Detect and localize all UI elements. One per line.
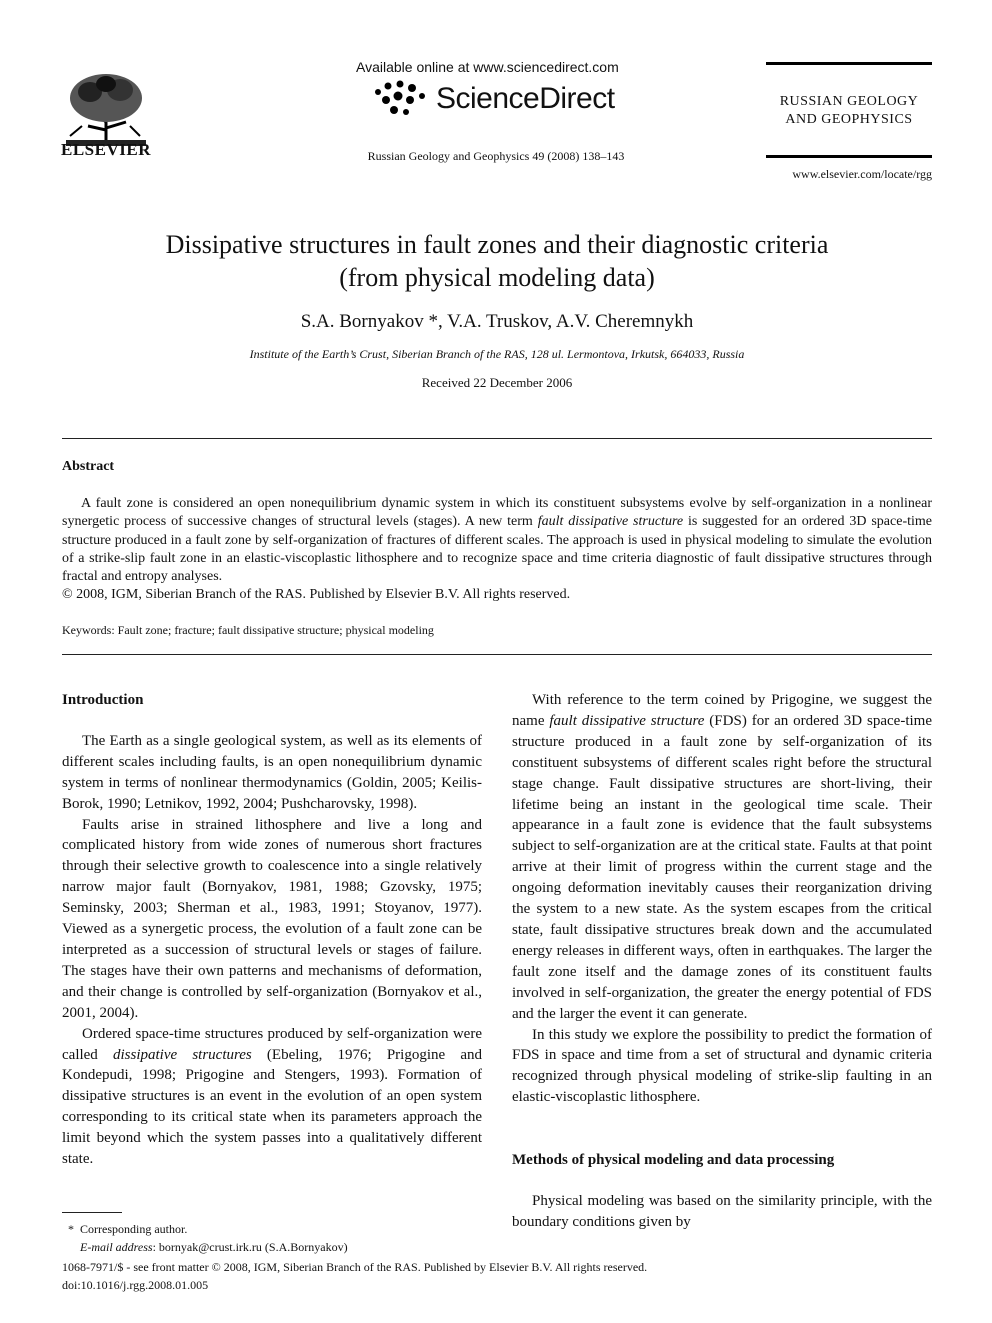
intro-p3-term: dissipative structures: [112, 1046, 252, 1063]
title-line2: (from physical modeling data): [339, 263, 655, 292]
abstract-copyright: © 2008, IGM, Siberian Branch of the RAS. Published by Elsevier B.V. All rights reserved.: [62, 587, 571, 602]
intro-p3-b: (Ebeling, 1976; Prigogine and Kondepudi, 1998; Prigogine and Stengers, 1993). Formation of dissipative structures is an event in the evolution of an open system corresponding to its critical state when its parameters approach the limit beyond which the system passes into a qualitatively different state.: [62, 1046, 482, 1168]
article-title: [62, 228, 932, 294]
abstract-part2: is suggested for an ordered 3D space-time structure produced in a fault zone by self-organization of fractures of different scales. The approach is used in physical modeling to simulate the evolution of a strike-slip fault zone in an elastic-viscoplastic lithosphere and to recognize space and time criteria diagnostic of fault dissipative structures through fractal and entropy analyses.: [62, 514, 932, 585]
abstract-term: fault dissipative structure: [537, 514, 684, 530]
journal-rule-bottom: [766, 155, 932, 158]
divider-top: [62, 438, 932, 439]
abstract-heading: Abstract: [62, 459, 115, 474]
divider-bottom: [62, 654, 932, 655]
journal-citation: Russian Geology and Geophysics 49 (2008) 138–143: [367, 149, 625, 163]
corresponding-author: Corresponding author.: [80, 1222, 188, 1236]
methods-paragraph-1: Physical modeling was based on the similarity principle, with the boundary conditions given by: [512, 1193, 932, 1230]
intro-p3-a: Ordered space-time structures produced by self-organization were called: [62, 1025, 482, 1063]
journal-name: [766, 93, 932, 129]
methods-heading: Methods of physical modeling and data processing: [512, 1152, 835, 1169]
available-online-text: Available online at www.sciencedirect.com: [356, 59, 619, 75]
footnote-rule: [62, 1212, 122, 1213]
authors: S.A. Bornyakov *, V.A. Truskov, A.V. Cheremnykh: [300, 311, 694, 332]
right-column: [512, 690, 932, 1233]
footnote: [62, 1221, 348, 1256]
abstract-part1: A fault zone is considered an open nonequilibrium dynamic system in which its constituent subsystems evolve by self-organization in a nonlinear synergetic process of successive changes of structural levels (stages). A new term: [62, 496, 932, 530]
publisher-name: ELSEVIER: [61, 140, 151, 159]
journal-name-line2: AND GEOPHYSICS: [785, 112, 913, 127]
right-p1-b: (FDS) for an ordered 3D space-time structure produced in a fault zone by self-organization of its constituent subsystems of different scales right before the structural stage change. Fault dissipative structures are short-living, their lifetime being an instant in the geological time scale. Their appearance in a fault zone is evidence that the fault subsystems subject to self-organization are at the critical state. Faults at that point arrive at their limit of progress within the current stage and the ongoing deformation inevitably causes their reorganization driving the system to a new state. As the system escapes from the critical state, fault dissipative structures break down and the accumulated energy releases in different ways, often in earthquakes. The larger the fault zone itself and the damage zones of its constituent faults involved in self-organization, the greater the energy potential of FDS and the larger the event it can generate.: [512, 712, 932, 1022]
front-matter-line: 1068-7971/$ - see front matter © 2008, IGM, Siberian Branch of the RAS. Published by Elsevier B.V. All rights reserved.: [62, 1260, 648, 1274]
front-matter: [62, 1258, 647, 1294]
journal-name-line1: RUSSIAN GEOLOGY: [779, 94, 919, 109]
sciencedirect-wordmark: ScienceDirect: [436, 82, 615, 115]
right-p1-a: With reference to the term coined by Prigogine, we suggest the name: [512, 692, 932, 729]
doi[interactable]: doi:10.1016/j.rgg.2008.01.005: [62, 1278, 209, 1292]
title-line1: Dissipative structures in fault zones and their diagnostic criteria: [165, 230, 829, 259]
email-value[interactable]: : bornyak@crust.irk.ru (S.A.Bornyakov): [152, 1239, 348, 1254]
journal-rule-top: [766, 62, 932, 65]
intro-paragraph-2: Faults arise in strained lithosphere and live a long and complicated history from wide zones of numerous short fractures through their selective growth to coalescence into a single relatively narrow major fault (Bornyakov, 1981, 1988; Gzovsky, 1975; Seminsky, 2003; Sherman et al., 1983, 1991; Stoyanov, 1977). Viewed as a synergetic process, the evolution of a fault zone can be interpreted as a succession of structural levels or stages of failure. The stages have their own patterns and mechanisms of deformation, and their change is controlled by self-organization (Bornyakov et al., 2001, 2004).: [62, 816, 482, 1021]
sciencedirect-dots-icon: [372, 78, 432, 120]
intro-paragraph-1: The Earth as a single geological system, as well as its elements of different scales including faults, is an open nonequilibrium dynamic system in terms of nonlinear thermodynamics (Goldin, 2005; Keilis-Borok, 1990; Letnikov, 1992, 2004; Pushcharovsky, 1998).: [62, 732, 482, 812]
abstract-text: [62, 495, 932, 586]
journal-url-link[interactable]: www.elsevier.com/locate/rgg: [792, 167, 932, 181]
left-column: [62, 690, 482, 1170]
email-label: E-mail address: [80, 1239, 153, 1254]
affiliation: Institute of the Earth’s Crust, Siberian Branch of the RAS, 128 ul. Lermontova, Irkutsk, 664033, Russia: [249, 347, 745, 361]
corresponding-mark: *: [68, 1222, 74, 1236]
right-p1-term: fault dissipative structure: [549, 712, 705, 729]
right-paragraph-1: [512, 690, 932, 1025]
introduction-heading: Introduction: [62, 692, 144, 708]
right-paragraph-2: In this study we explore the possibility to predict the formation of FDS in space and time from a set of structural and dynamic criteria recognized through physical modeling of strike-slip faulting in an elastic-viscoplastic lithosphere.: [512, 1026, 932, 1106]
keywords: Keywords: Fault zone; fracture; fault dissipative structure; physical modeling: [62, 623, 434, 637]
received-date: Received 22 December 2006: [421, 375, 573, 390]
intro-paragraph-3: [62, 1024, 482, 1170]
